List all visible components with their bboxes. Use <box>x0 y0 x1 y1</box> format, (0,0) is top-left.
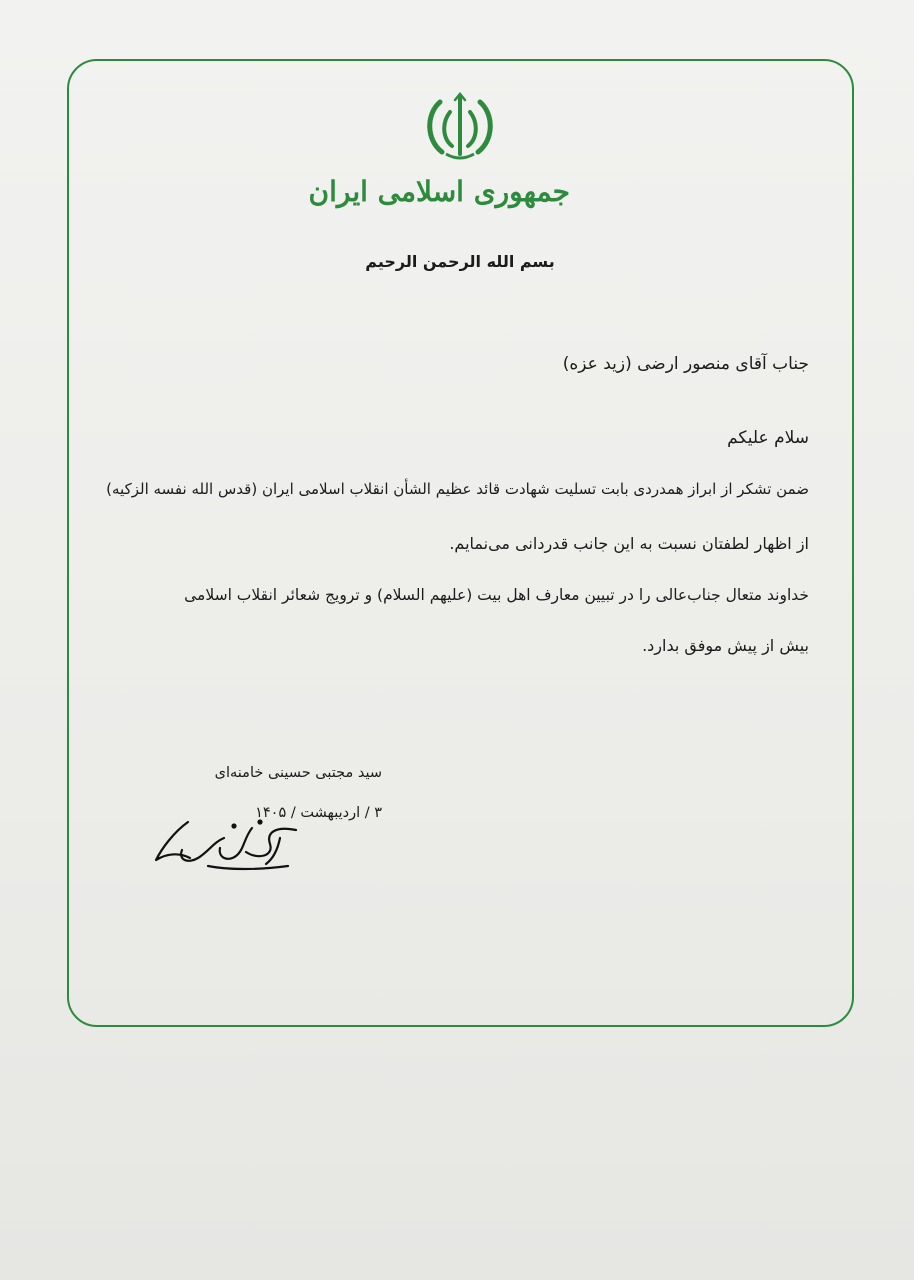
paragraph-1: ضمن تشکر از ابراز همدردی بابت تسلیت شهادت قائد عظیم الشأن انقلاب اسلامی ایران (قدس الله نفسه الزکیه) <box>106 480 809 498</box>
signatory-name: سید مجتبی حسینی خامنه‌ای <box>214 765 382 781</box>
basmala: بسم الله الرحمن الرحیم <box>365 252 555 271</box>
paragraph-2: از اظهار لطفتان نسبت به این جانب قدردانی می‌نمایم. <box>449 534 809 553</box>
paragraph-3: خداوند متعال جناب‌عالی را در تبیین معارف اهل بیت (علیهم السلام) و ترویج شعائر انقلاب اسلامی <box>184 586 809 604</box>
iran-logotype: جمهوری اسلامی ایران <box>308 175 570 208</box>
addressee-line: جناب آقای منصور ارضی (زید عزه) <box>562 354 809 374</box>
paragraph-4: بیش از پیش موفق بدارد. <box>642 636 809 655</box>
salutation: سلام علیکم <box>727 428 809 448</box>
iran-emblem-icon <box>422 92 498 162</box>
handwritten-signature <box>148 808 298 878</box>
signature-date: ۳ / اردیبهشت / ۱۴۰۵ <box>255 805 382 821</box>
